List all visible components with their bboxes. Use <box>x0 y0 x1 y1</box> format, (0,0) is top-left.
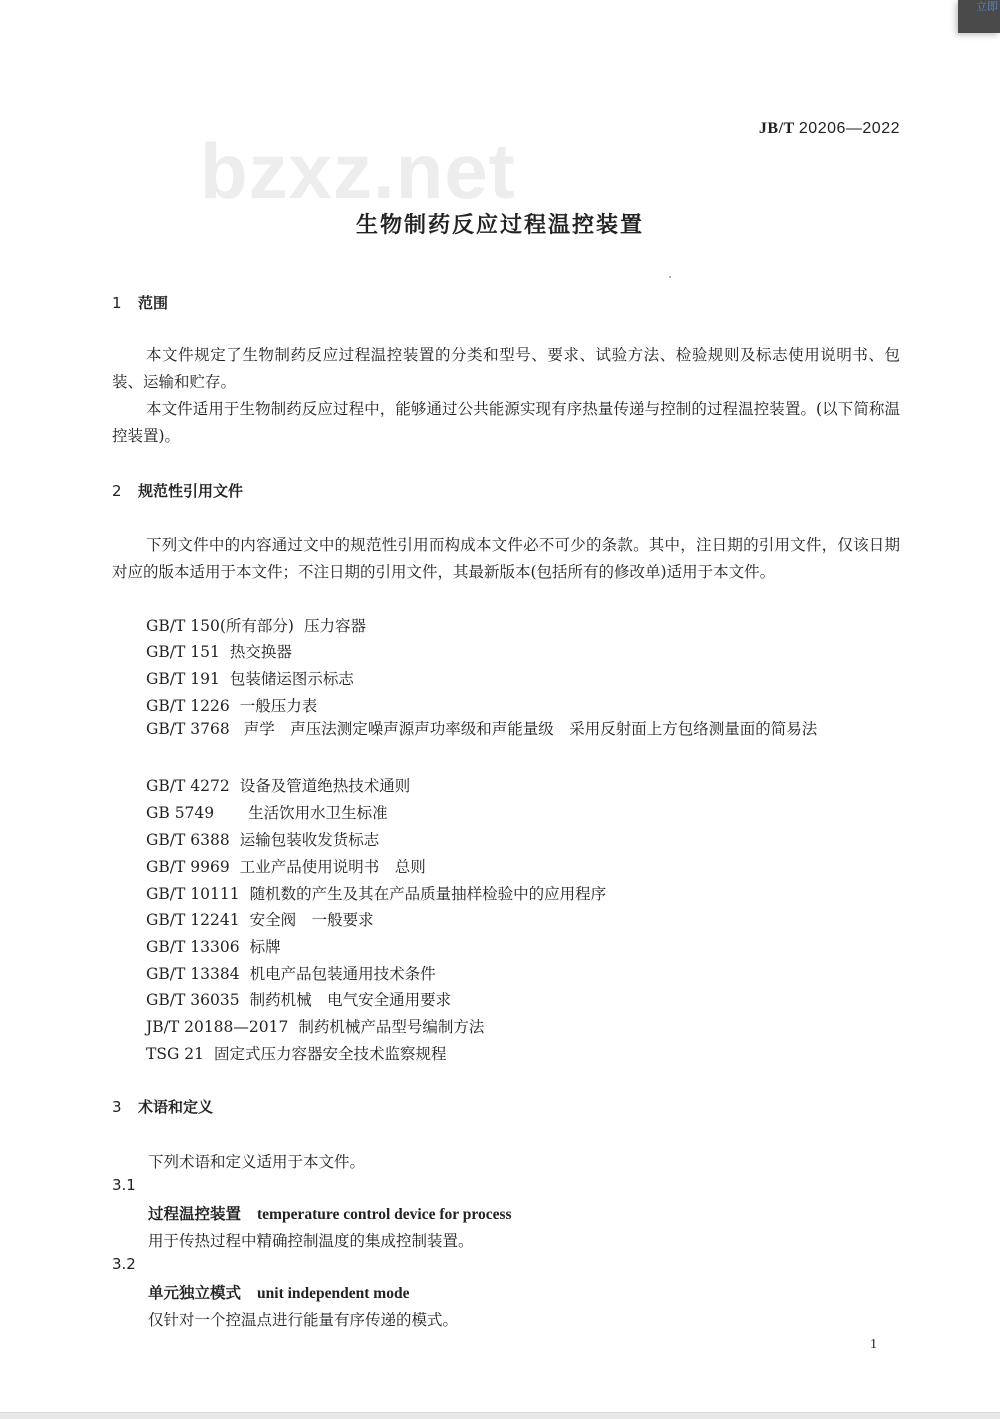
reference-title: 制药机械产品型号编制方法 <box>298 1018 485 1036</box>
section-2-intro: 下列文件中的内容通过文中的规范性引用而构成本文件必不可少的条款。其中，注日期的引用文件，仅该日期对应的版本适用于本文件；不注日期的引用文件，其最新版本(包括所有的修改单)适用于本文件。 <box>112 536 900 581</box>
reference-item <box>146 801 388 823</box>
section-number: 2 <box>112 482 122 500</box>
reference-title: 声学 声压法测定噪声源声功率级和声能量级 采用反射面上方包络测量面的简易法 <box>243 720 818 738</box>
reference-code: GB/T 150(所有部分) <box>146 617 294 635</box>
reference-item <box>146 828 379 850</box>
floating-action-label: 立即 <box>976 0 998 13</box>
reference-item <box>146 988 451 1010</box>
reference-code: TSG 21 <box>146 1045 204 1063</box>
scan-speck <box>669 276 671 278</box>
reference-item <box>146 774 410 796</box>
reference-item <box>146 667 354 689</box>
term-definition: 仅针对一个控温点进行能量有序传递的模式。 <box>148 1311 459 1329</box>
reference-title: 热交换器 <box>229 643 292 661</box>
reference-item <box>146 614 366 636</box>
section-title: 术语和定义 <box>138 1098 214 1116</box>
reference-code: GB/T 13384 <box>146 965 240 983</box>
term-number: 3.1 <box>112 1176 136 1194</box>
reference-title: 运输包装收发货标志 <box>239 831 380 849</box>
reference-item <box>146 882 606 904</box>
section-title: 规范性引用文件 <box>138 482 244 500</box>
reference-code: GB/T 151 <box>146 643 220 661</box>
reference-code: GB/T 13306 <box>146 938 240 956</box>
term-name-zh: 单元独立模式 <box>148 1283 242 1302</box>
term-name <box>148 1281 409 1303</box>
section-number: 1 <box>112 294 122 312</box>
reference-code: JB/T 20188—2017 <box>146 1018 289 1036</box>
floating-action-button[interactable] <box>958 0 1000 33</box>
standard-prefix: JB/T <box>758 120 795 137</box>
section-3-intro: 下列术语和定义适用于本文件。 <box>148 1153 366 1171</box>
reference-title: 机电产品包装通用技术条件 <box>249 965 436 983</box>
section-1-paragraph-2: 本文件适用于生物制药反应过程中，能够通过公共能源实现有序热量传递与控制的过程温控装置。(以下简称温控装置)。 <box>112 400 900 445</box>
reference-code: GB 5749 <box>146 804 215 822</box>
term-name-zh: 过程温控装置 <box>148 1204 242 1223</box>
reference-code: GB/T 12241 <box>146 911 240 929</box>
reference-code: GB/T 4272 <box>146 777 230 795</box>
reference-item <box>146 640 292 662</box>
reference-title: 压力容器 <box>303 617 366 635</box>
reference-item <box>146 962 436 984</box>
term-name <box>148 1202 512 1224</box>
standard-code: 20206—2022 <box>798 120 900 137</box>
reference-title: 工业产品使用说明书 总则 <box>239 858 426 876</box>
reference-code: GB/T 191 <box>146 670 220 688</box>
reference-item <box>146 1042 447 1064</box>
term-number: 3.2 <box>112 1255 136 1273</box>
section-number: 3 <box>112 1098 122 1116</box>
reference-item <box>112 716 900 743</box>
watermark: bzxz.net <box>200 127 516 215</box>
reference-code: GB/T 1226 <box>146 697 230 715</box>
reference-title: 制药机械 电气安全通用要求 <box>249 991 452 1009</box>
reference-title: 标牌 <box>249 938 281 956</box>
reference-title: 固定式压力容器安全技术监察规程 <box>214 1045 447 1063</box>
reference-code: GB/T 10111 <box>146 885 240 903</box>
reference-code: GB/T 3768 <box>146 720 230 738</box>
reference-code: GB/T 9969 <box>146 858 230 876</box>
term-name-en: temperature control device for process <box>257 1206 512 1223</box>
reference-title: 随机数的产生及其在产品质量抽样检验中的应用程序 <box>249 885 607 903</box>
reference-code: GB/T 36035 <box>146 991 240 1009</box>
reference-item <box>146 1015 484 1037</box>
section-title: 范围 <box>138 294 169 312</box>
term-name-en: unit independent mode <box>257 1285 410 1302</box>
section-2-heading <box>112 480 243 501</box>
page-number: 1 <box>870 1337 877 1352</box>
section-3-heading <box>112 1096 213 1117</box>
standard-number <box>759 120 900 138</box>
reference-item <box>146 908 374 930</box>
reference-item <box>146 935 281 957</box>
reference-title: 生活饮用水卫生标准 <box>248 804 388 822</box>
section-1-heading <box>112 292 168 313</box>
reference-title: 安全阀 一般要求 <box>249 911 374 929</box>
reference-title: 包装储运图示标志 <box>229 670 354 688</box>
document-title: 生物制药反应过程温控装置 <box>355 213 644 238</box>
reference-code: GB/T 6388 <box>146 831 230 849</box>
reference-item <box>146 694 317 716</box>
reference-title: 一般压力表 <box>239 697 318 715</box>
section-1-paragraph-1: 本文件规定了生物制药反应过程温控装置的分类和型号、要求、试验方法、检验规则及标志使用说明书、包装、运输和贮存。 <box>112 346 900 391</box>
reference-title: 设备及管道绝热技术通则 <box>239 777 411 795</box>
term-definition: 用于传热过程中精确控制温度的集成控制装置。 <box>148 1232 474 1250</box>
reference-item <box>146 855 426 877</box>
